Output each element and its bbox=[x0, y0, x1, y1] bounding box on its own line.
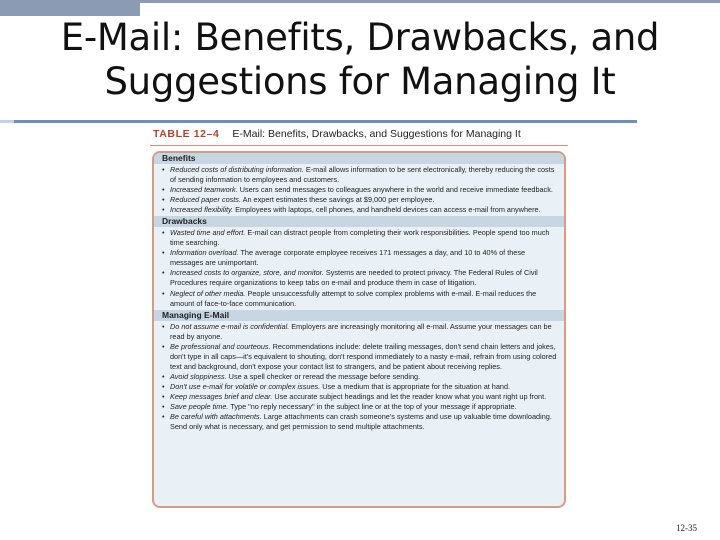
item-lead: Do not assume e-mail is confidential. bbox=[170, 321, 290, 331]
section-heading: Benefits bbox=[154, 153, 564, 164]
list-item bbox=[162, 228, 558, 248]
list-item bbox=[162, 342, 558, 372]
item-text bbox=[170, 185, 553, 195]
list-item bbox=[162, 322, 558, 342]
slide-title bbox=[20, 16, 700, 104]
section-list bbox=[154, 227, 564, 309]
bullet-icon: • bbox=[162, 195, 165, 205]
item-text bbox=[170, 322, 558, 342]
section-heading: Drawbacks bbox=[154, 216, 564, 227]
top-accent-bar bbox=[0, 0, 140, 16]
section-heading: Managing E-Mail bbox=[154, 310, 564, 321]
bullet-icon: • bbox=[162, 185, 165, 195]
item-lead: Keep messages brief and clear. bbox=[170, 391, 273, 401]
item-text bbox=[170, 412, 558, 432]
item-text bbox=[170, 248, 558, 268]
item-lead: Reduced paper costs. bbox=[170, 195, 241, 205]
bullet-icon: • bbox=[162, 381, 165, 391]
item-body: E-mail can distract people from completing their work responsibilities. People spend too much time searching. bbox=[170, 228, 550, 248]
item-lead: Wasted time and effort. bbox=[170, 228, 246, 238]
item-lead: Be careful with attachments. bbox=[170, 412, 262, 422]
item-lead: Reduced costs of distributing information. bbox=[170, 165, 304, 174]
item-body: Employees with laptops, cell phones, and handheld devices can access e-mail from anywhere. bbox=[233, 205, 541, 215]
item-body: Systems are needed to protect privacy. The Federal Rules of Civil Procedures require organizations to keep tabs on e-mail and produce them in case of litigation. bbox=[170, 268, 538, 288]
list-item bbox=[162, 195, 558, 205]
list-item bbox=[162, 165, 558, 185]
list-item bbox=[162, 372, 558, 382]
section-list bbox=[154, 321, 564, 434]
item-body: Large attachments can crash someone's systems and use up valuable time downloading. Send only what is necessary, and get permission to send multiple attachments. bbox=[170, 412, 552, 432]
item-body: Use accurate subject headings and let the reader know what you want right up front. bbox=[272, 391, 547, 401]
item-body: Recommendations include: delete trailing messages, don't send chain letters and jokes, don't type in all caps—it's equivalent to shouting, don't respond immediately to a nasty e-mail, refrain from using colored text and background, don't expose your contact list to strangers, and be patient about receiving replies. bbox=[170, 341, 557, 371]
item-body: People unsuccessfully attempt to solve complex problems with e-mail. E-mail reduces the amount of face-to-face communication. bbox=[170, 288, 537, 308]
bullet-icon: • bbox=[162, 371, 165, 381]
section-list bbox=[154, 164, 564, 216]
item-lead: Avoid sloppiness. bbox=[170, 371, 227, 381]
item-text bbox=[170, 392, 546, 402]
list-item bbox=[162, 205, 558, 215]
item-body: E-mail allows information to be sent electronically, thereby reducing the costs of sending information to employees and customers. bbox=[170, 165, 555, 185]
list-item bbox=[162, 248, 558, 268]
item-text bbox=[170, 165, 558, 185]
list-item bbox=[162, 402, 558, 412]
table-caption-text: E-Mail: Benefits, Drawbacks, and Suggestions for Managing It bbox=[232, 128, 521, 140]
bullet-icon: • bbox=[162, 205, 165, 215]
list-item bbox=[162, 289, 558, 309]
item-lead: Increased teamwork. bbox=[170, 185, 238, 195]
page-number: 12-35 bbox=[676, 523, 697, 533]
list-item bbox=[162, 412, 558, 432]
item-text bbox=[170, 382, 510, 392]
list-item bbox=[162, 392, 558, 402]
list-item bbox=[162, 382, 558, 392]
bullet-icon: • bbox=[162, 401, 165, 411]
caption-divider bbox=[150, 145, 568, 146]
bullet-icon: • bbox=[162, 341, 165, 351]
item-text bbox=[170, 342, 558, 372]
item-text bbox=[170, 289, 558, 309]
slide-title-line-1: E-Mail: Benefits, Drawbacks, and bbox=[60, 16, 660, 59]
email-table bbox=[152, 151, 566, 508]
item-body: The average corporate employee receives 171 messages a day, and 10 to 40% of these messages are unimportant. bbox=[170, 248, 526, 268]
list-item bbox=[162, 268, 558, 288]
item-body: Users can send messages to colleagues anywhere in the world and receive immediate feedback. bbox=[237, 185, 553, 195]
bullet-icon: • bbox=[162, 248, 165, 258]
item-lead: Increased costs to organize, store, and monitor. bbox=[170, 268, 324, 278]
item-text bbox=[170, 205, 541, 215]
table-caption bbox=[153, 128, 573, 140]
item-body: An expert estimates these savings at $9,000 per employee. bbox=[240, 195, 435, 205]
item-text bbox=[170, 195, 434, 205]
table-label: TABLE 12–4 bbox=[153, 128, 220, 140]
item-body: Employers are increasingly monitoring all e-mail. Assume your messages can be read by anyone. bbox=[170, 321, 552, 341]
bullet-icon: • bbox=[162, 412, 165, 422]
title-underline bbox=[14, 120, 637, 123]
item-text bbox=[170, 402, 517, 412]
list-item bbox=[162, 185, 558, 195]
item-body: Use a medium that is appropriate for the situation at hand. bbox=[320, 381, 511, 391]
bullet-icon: • bbox=[162, 228, 165, 238]
item-lead: Save people time. bbox=[170, 401, 229, 411]
item-body: Use a spell checker or reread the message before sending. bbox=[226, 371, 421, 381]
item-body: Type "no reply necessary" in the subject line or at the top of your message if appropriate. bbox=[228, 401, 517, 411]
item-lead: Be professional and courteous. bbox=[170, 341, 271, 351]
bullet-icon: • bbox=[162, 321, 165, 331]
bullet-icon: • bbox=[162, 268, 165, 278]
item-lead: Neglect of other media. bbox=[170, 288, 246, 298]
slide-title-line-2: Suggestions for Managing It bbox=[104, 60, 616, 103]
item-text bbox=[170, 372, 420, 382]
item-lead: Don't use e-mail for volatile or complex issues. bbox=[170, 381, 321, 391]
item-lead: Increased flexibility. bbox=[170, 205, 234, 215]
item-text bbox=[170, 268, 558, 288]
item-text bbox=[170, 228, 558, 248]
bullet-icon: • bbox=[162, 391, 165, 401]
item-lead: Information overload. bbox=[170, 248, 239, 258]
bullet-icon: • bbox=[162, 165, 165, 174]
title-underline-accent bbox=[0, 120, 14, 123]
bullet-icon: • bbox=[162, 288, 165, 298]
